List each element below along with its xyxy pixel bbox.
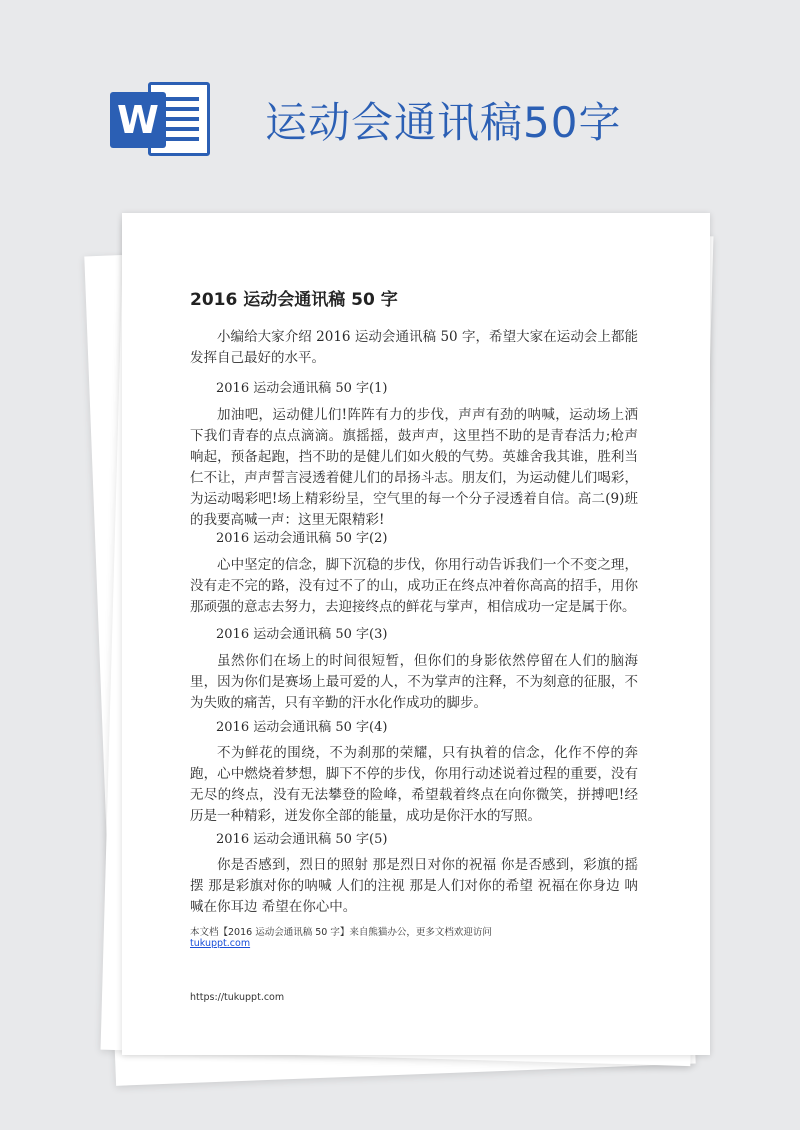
intro-paragraph: 小编给大家介绍 2016 运动会通讯稿 50 字，希望大家在运动会上都能发挥自己最好的水平。: [190, 329, 638, 366]
section-heading-3: 2016 运动会通讯稿 50 字(3): [216, 627, 388, 642]
word-letter-badge: W: [110, 92, 166, 148]
source-link[interactable]: tukuppt.com: [190, 938, 251, 949]
section-heading-2: 2016 运动会通讯稿 50 字(2): [216, 531, 388, 546]
section-body-2: 心中坚定的信念，脚下沉稳的步伐，你用行动告诉我们一个不变之理，没有走不完的路，没有过不了的山，成功正在终点冲着你高高的招手，用你那顽强的意志去努力，去迎接终点的鲜花与掌声，相信成功一定是属于你。: [190, 557, 638, 615]
section-heading-5: 2016 运动会通讯稿 50 字(5): [216, 832, 388, 847]
document-title: 2016 运动会通讯稿 50 字: [190, 290, 398, 310]
document-page: [122, 213, 710, 1055]
section-heading-4: 2016 运动会通讯稿 50 字(4): [216, 720, 388, 735]
section-body-5: 你是否感到，烈日的照射 那是烈日对你的祝福 你是否感到，彩旗的摇摆 那是彩旗对你的呐喊 人们的注视 那是人们对你的希望 祝福在你身边 呐喊在你耳边 希望在你心中。: [190, 857, 638, 915]
source-note: 本文档【2016 运动会通讯稿 50 字】来自熊猫办公，更多文档欢迎访问: [190, 927, 492, 938]
section-body-1: 加油吧，运动健儿们!阵阵有力的步伐，声声有劲的呐喊，运动场上洒下我们青春的点点滴滴。旗摇摇，鼓声声，这里挡不助的是青春活力;枪声响起，预备起跑，挡不助的是健儿们如火般的气势。英雄舍我其谁，胜利当仁不让，声声誓言浸透着健儿们的昂扬斗志。朋友们，为运动健儿们喝彩，为运动喝彩吧!场上精彩纷呈，空气里的每一个分子浸透着自信。高二(9)班的我要高喊一声：这里无限精彩!: [190, 407, 638, 528]
section-heading-1: 2016 运动会通讯稿 50 字(1): [216, 381, 388, 396]
header-banner: [0, 0, 800, 210]
section-body-4: 不为鲜花的围绕，不为刹那的荣耀，只有执着的信念，化作不停的奔跑，心中燃烧着梦想，脚下不停的步伐，你用行动述说着过程的重要，没有无尽的终点，没有无法攀登的险峰，希望载着终点在向你微笑，拼搏吧!经历是一种精彩，迸发你全部的能量，成功是你汗水的写照。: [190, 745, 638, 824]
page-title: 运动会通讯稿50字: [265, 98, 622, 147]
page-url: https://tukuppt.com: [190, 992, 285, 1003]
section-body-3: 虽然你们在场上的时间很短暂，但你们的身影依然停留在人们的脑海里，因为你们是赛场上最可爱的人，不为掌声的注释，不为刻意的征服，不为失败的痛苦，只有辛勤的汗水化作成功的脚步。: [190, 653, 638, 711]
word-document-icon: [110, 78, 215, 160]
